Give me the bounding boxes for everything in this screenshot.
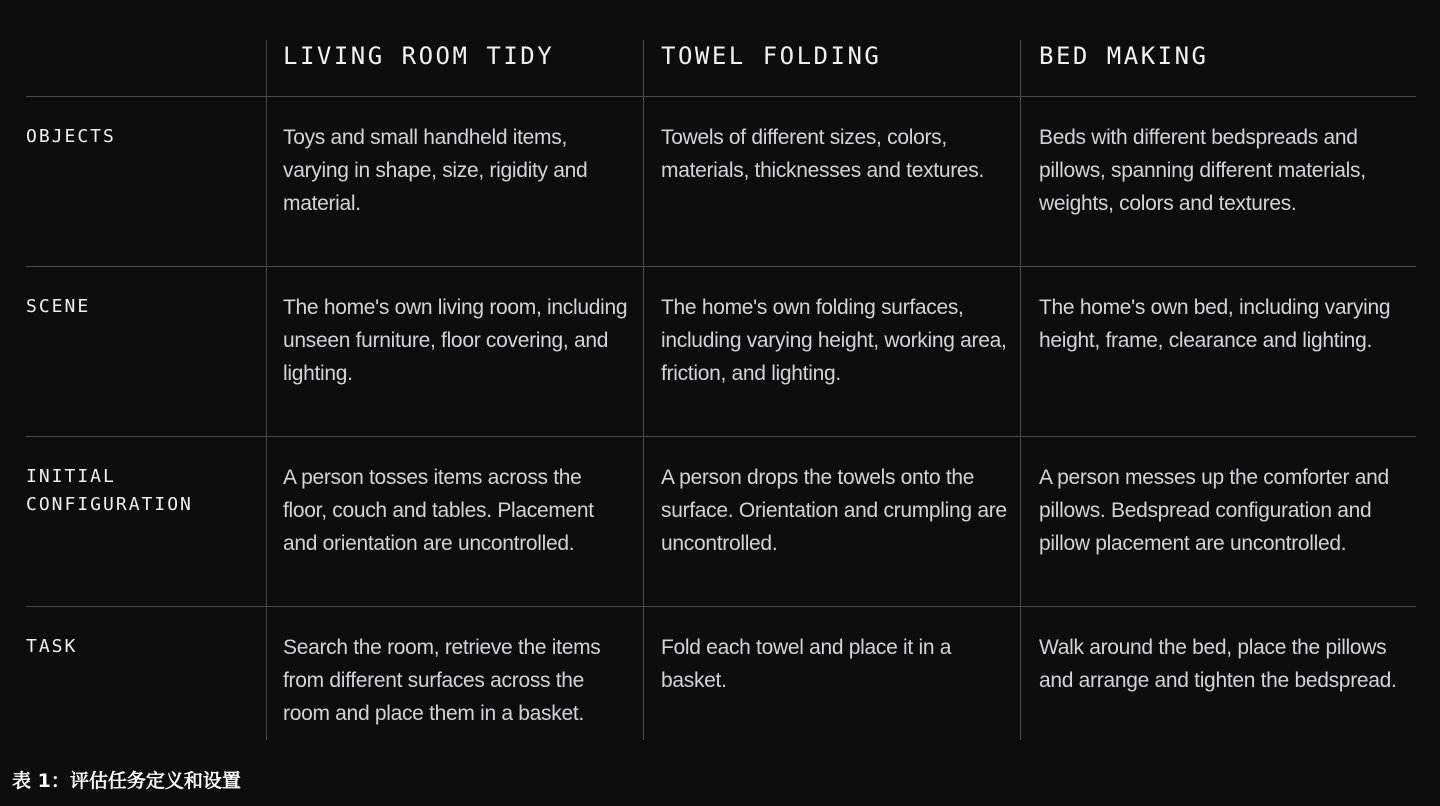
- column-header-towel-folding: TOWEL FOLDING: [661, 42, 882, 70]
- table-cell: A person drops the towels onto the surface. Orientation and crumpling are uncontrolled.: [661, 466, 1007, 555]
- row-divider: [26, 436, 1416, 437]
- column-divider: [1020, 40, 1021, 740]
- table-caption: 表 1：评估任务定义和设置: [12, 770, 241, 792]
- row-divider: [26, 96, 1416, 97]
- table-cell: The home's own bed, including varying height, frame, clearance and lighting.: [1039, 296, 1391, 352]
- row-divider: [26, 606, 1416, 607]
- row-label-objects: OBJECTS: [26, 126, 116, 147]
- table-cell: Fold each towel and place it in a basket.: [661, 636, 952, 692]
- table-cell: Towels of different sizes, colors, materials, thicknesses and textures.: [661, 126, 985, 182]
- table-cell: The home's own living room, including unseen furniture, floor covering, and lighting.: [283, 296, 628, 385]
- table-cell: The home's own folding surfaces, including varying height, working area, friction, and lighting.: [661, 296, 1007, 385]
- column-header-bed-making: BED MAKING: [1039, 42, 1209, 70]
- column-divider: [266, 40, 267, 740]
- row-label-initial-configuration: INITIAL CONFIGURATION: [26, 466, 193, 515]
- table-cell: A person messes up the comforter and pillows. Bedspread configuration and pillow placement are uncontrolled.: [1039, 466, 1389, 555]
- table-cell: Beds with different bedspreads and pillows, spanning different materials, weights, colors and textures.: [1039, 126, 1366, 215]
- row-divider: [26, 266, 1416, 267]
- table-cell: Toys and small handheld items, varying in shape, size, rigidity and material.: [283, 126, 588, 215]
- row-label-task: TASK: [26, 636, 78, 657]
- row-label-scene: SCENE: [26, 296, 91, 317]
- column-divider: [643, 40, 644, 740]
- table-cell: A person tosses items across the floor, couch and tables. Placement and orientation are uncontrolled.: [283, 466, 594, 555]
- table-cell: Search the room, retrieve the items from different surfaces across the room and place them in a basket.: [283, 636, 601, 725]
- column-header-living-room-tidy: LIVING ROOM TIDY: [283, 42, 555, 70]
- table-cell: Walk around the bed, place the pillows and arrange and tighten the bedspread.: [1039, 636, 1397, 692]
